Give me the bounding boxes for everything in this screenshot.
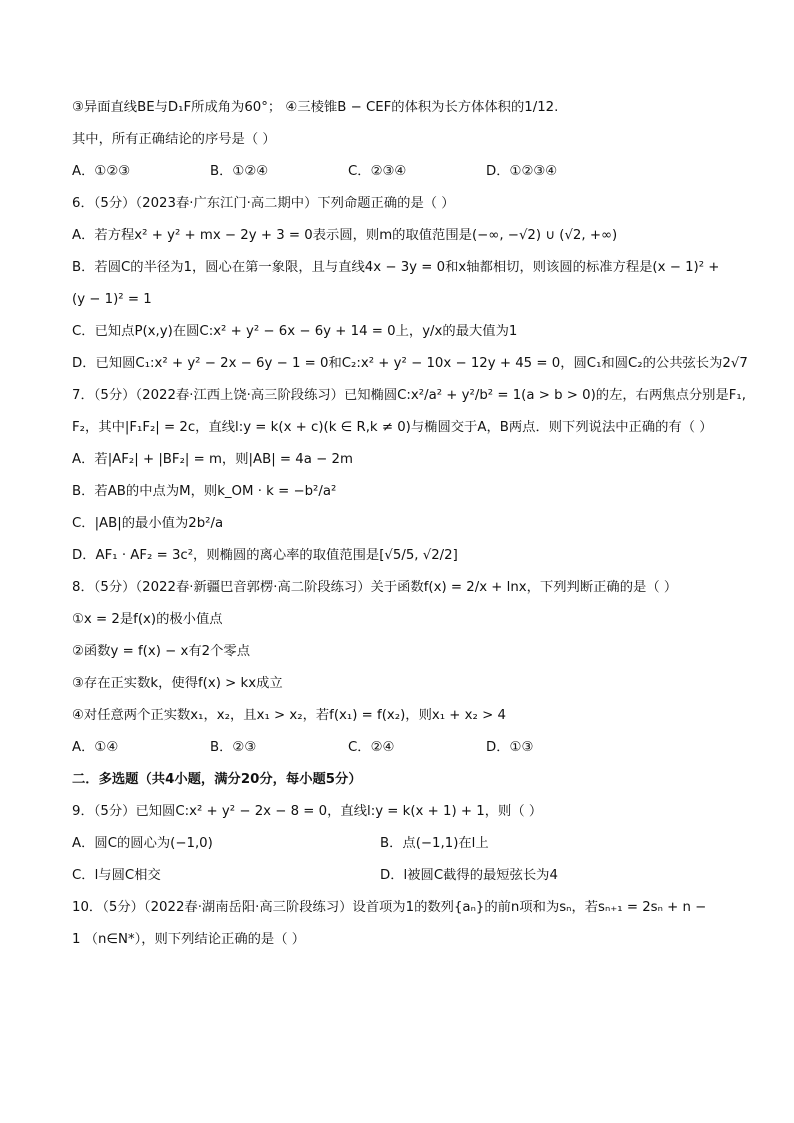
- q7-option-a: A．若|AF₂| + |BF₂| = m，则|AB| = 4a − 2m: [72, 452, 353, 467]
- q8-option-b: B．②③: [210, 740, 257, 755]
- q5-option-c: C．②③④: [348, 164, 407, 179]
- q8-option-c: C．②④: [348, 740, 395, 755]
- q6-option-b-cont: (y − 1)² = 1: [72, 292, 152, 307]
- q7-option-b: B．若AB的中点为M，则k_OM · k = −b²/a²: [72, 484, 337, 499]
- q8-statement-3: ③存在正实数k，使得f(x) > kx成立: [72, 676, 283, 691]
- q9-options-row2: [72, 866, 732, 886]
- q8-statement-1: ①x = 2是f(x)的极小值点: [72, 612, 223, 627]
- exam-page: [72, 98, 748, 950]
- q5-option-b: B．①②④: [210, 164, 269, 179]
- q9-option-b: B．点(−1,1)在l上: [380, 836, 489, 851]
- q10-stem: 10．（5分）（2022春·湖南岳阳·高三阶段练习）设首项为1的数列{aₙ}的前n项和为sₙ，若sₙ₊₁ = 2sₙ + n −: [72, 900, 707, 915]
- q5-option-a: A．①②③: [72, 164, 131, 179]
- q6-option-c: C．已知点P(x,y)在圆C:x² + y² − 6x − 6y + 14 = 0上，y/x的最大值为1: [72, 324, 518, 339]
- q9-options-row1: [72, 834, 732, 854]
- q6-stem: 6．（5分）（2023春·广东江门·高二期中）下列命题正确的是（ ）: [72, 196, 455, 211]
- q8-stem: 8．（5分）（2022春·新疆巴音郭楞·高二阶段练习）关于函数f(x) = 2/x + lnx，下列判断正确的是（ ）: [72, 580, 678, 595]
- q9-option-c: C．l与圆C相交: [72, 868, 161, 883]
- q6-option-d: D．已知圆C₁:x² + y² − 2x − 6y − 1 = 0和C₂:x² + y² − 10x − 12y + 45 = 0，圆C₁和圆C₂的公共弦长为2√7: [72, 356, 748, 371]
- q7-stem-cont: F₂，其中|F₁F₂| = 2c，直线l:y = k(x + c)(k ∈ R,k ≠ 0)与椭圆交于A，B两点．则下列说法中正确的有（ ）: [72, 420, 713, 435]
- q8-options: [72, 738, 732, 758]
- q7-option-d: D．AF₁ · AF₂ = 3c²，则椭圆的离心率的取值范围是[√5/5, √2/2]: [72, 548, 458, 563]
- q5-options: [72, 162, 732, 182]
- q8-statement-4: ④对任意两个正实数x₁，x₂，且x₁ > x₂，若f(x₁) = f(x₂)，则x₁ + x₂ > 4: [72, 708, 506, 723]
- q5-option-d: D．①②③④: [486, 164, 558, 179]
- q10-stem-cont: 1 （n∈N*），则下列结论正确的是（ ）: [72, 932, 306, 947]
- q8-statement-2: ②函数y = f(x) − x有2个零点: [72, 644, 251, 659]
- q8-option-a: A．①④: [72, 740, 119, 755]
- q8-option-d: D．①③: [486, 740, 534, 755]
- q9-stem: 9．（5分）已知圆C:x² + y² − 2x − 8 = 0，直线l:y = k(x + 1) + 1，则（ ）: [72, 804, 543, 819]
- section-heading: 二．多选题（共4小题，满分20分，每小题5分）: [72, 772, 362, 787]
- q6-option-b: B．若圆C的半径为1，圆心在第一象限，且与直线4x − 3y = 0和x轴都相切，则该圆的标准方程是(x − 1)² +: [72, 260, 720, 275]
- statement-3-4: ③异面直线BE与D₁F所成角为60°； ④三棱锥B − CEF的体积为长方体体积的1/12.: [72, 100, 559, 115]
- q9-option-d: D．l被圆C截得的最短弦长为4: [380, 868, 558, 883]
- q6-option-a: A．若方程x² + y² + mx − 2y + 3 = 0表示圆，则m的取值范围是(−∞, −√2) ∪ (√2, +∞): [72, 228, 618, 243]
- q9-option-a: A．圆C的圆心为(−1,0): [72, 836, 213, 851]
- q5-prompt: 其中，所有正确结论的序号是（ ）: [72, 132, 276, 147]
- q7-stem: 7．（5分）（2022春·江西上饶·高三阶段练习）已知椭圆C:x²/a² + y²/b² = 1(a > b > 0)的左，右两焦点分别是F₁,: [72, 388, 746, 403]
- q7-option-c: C．|AB|的最小值为2b²/a: [72, 516, 224, 531]
